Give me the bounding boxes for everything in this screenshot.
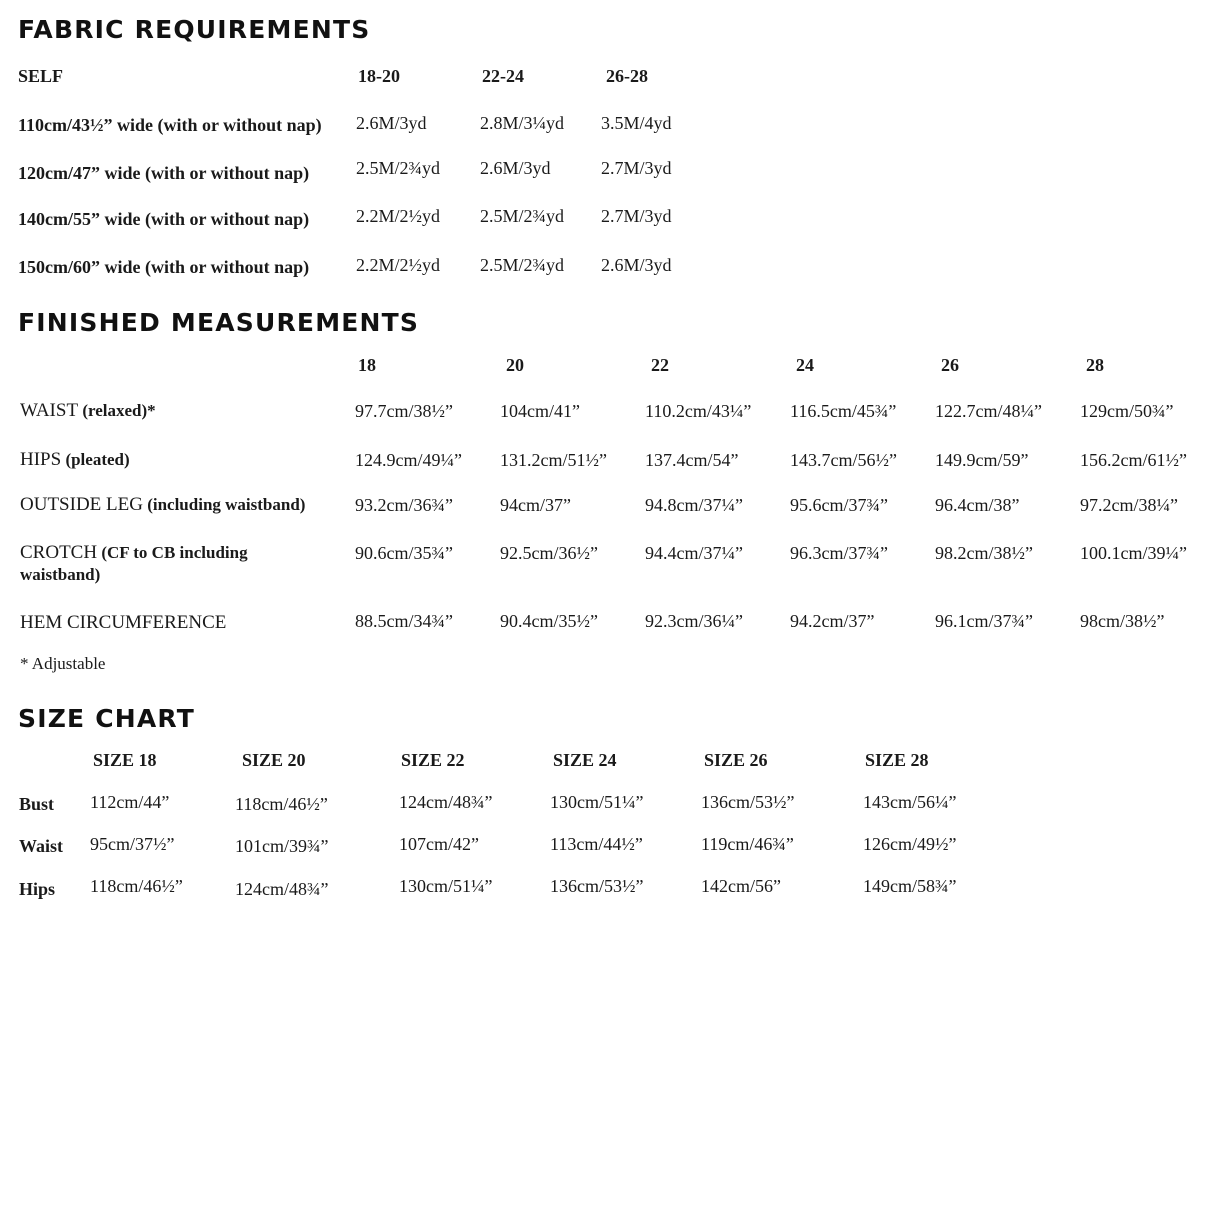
size-chart-header: SIZE 18	[93, 750, 157, 770]
fabric-yardage: 2.6M/3yd	[480, 158, 551, 178]
measurement-value: 90.4cm/35½”	[500, 611, 598, 631]
measurement-value: 93.2cm/36¾”	[355, 495, 453, 515]
fabric-yardage: 2.2M/2½yd	[356, 255, 441, 275]
body-measure-label: Waist	[19, 836, 64, 856]
measurement-label: HEM CIRCUMFERENCE	[20, 612, 227, 633]
measurement-value: 124.9cm/49¼”	[355, 450, 462, 470]
size-chart-header: SIZE 26	[704, 750, 768, 770]
size-chart-value: 149cm/58¾”	[863, 876, 957, 896]
fabric-yardage: 2.7M/3yd	[601, 206, 672, 226]
fabric-yardage: 2.2M/2½yd	[356, 206, 441, 226]
measurement-value: 96.1cm/37¾”	[935, 611, 1033, 631]
measurement-value: 92.5cm/36½”	[500, 543, 598, 563]
size-chart-value: 136cm/53½”	[550, 876, 644, 896]
fabric-size-header: 26-28	[606, 66, 648, 86]
finished-size-header: 28	[1086, 355, 1104, 375]
finished-size-header: 24	[796, 355, 814, 375]
measurement-label: WAIST (relaxed)*	[20, 400, 156, 421]
measurement-value: 94cm/37”	[500, 495, 571, 515]
measurement-value: 122.7cm/48¼”	[935, 401, 1042, 421]
fabric-size-header: 22-24	[482, 66, 524, 86]
measurement-label-continued: waistband)	[20, 565, 101, 584]
measurement-value: 94.4cm/37¼”	[645, 543, 743, 563]
size-chart-value: 143cm/56¼”	[863, 792, 957, 812]
fabric-yardage: 2.6M/3yd	[601, 255, 672, 275]
measurement-value: 110.2cm/43¼”	[645, 401, 752, 421]
measurement-value: 97.2cm/38¼”	[1080, 495, 1178, 515]
measurement-value: 149.9cm/59”	[935, 450, 1029, 470]
fabric-header-label: SELF	[18, 66, 64, 86]
measurement-value: 95.6cm/37¾”	[790, 495, 888, 515]
measurement-value: 98.2cm/38½”	[935, 543, 1033, 563]
fabric-width-label: 140cm/55” wide (with or without nap)	[18, 209, 310, 229]
fabric-yardage: 2.5M/2¾yd	[356, 158, 441, 178]
size-chart-heading: SIZE CHART	[18, 704, 196, 733]
size-chart-value: 142cm/56”	[701, 876, 781, 896]
measurement-value: 94.8cm/37¼”	[645, 495, 743, 515]
finished-measurements-heading: FINISHED MEASUREMENTS	[18, 308, 420, 337]
measurement-value: 116.5cm/45¾”	[790, 401, 897, 421]
size-chart-value: 130cm/51¼”	[399, 876, 493, 896]
measurement-value: 92.3cm/36¼”	[645, 611, 743, 631]
fabric-yardage: 2.5M/2¾yd	[480, 255, 565, 275]
finished-size-header: 18	[358, 355, 376, 375]
fabric-yardage: 2.6M/3yd	[356, 113, 427, 133]
measurement-value: 90.6cm/35¾”	[355, 543, 453, 563]
size-chart-value: 119cm/46¾”	[701, 834, 794, 854]
fabric-requirements-heading: FABRIC REQUIREMENTS	[18, 15, 371, 44]
size-chart-value: 107cm/42”	[399, 834, 479, 854]
size-chart-header: SIZE 24	[553, 750, 617, 770]
measurement-value: 129cm/50¾”	[1080, 401, 1174, 421]
measurement-value: 96.3cm/37¾”	[790, 543, 888, 563]
size-chart-value: 95cm/37½”	[90, 834, 175, 854]
fabric-yardage: 2.5M/2¾yd	[480, 206, 565, 226]
size-chart-value: 130cm/51¼”	[550, 792, 644, 812]
measurement-value: 96.4cm/38”	[935, 495, 1020, 515]
size-chart-header: SIZE 28	[865, 750, 929, 770]
measurement-value: 104cm/41”	[500, 401, 580, 421]
size-chart-value: 118cm/46½”	[90, 876, 183, 896]
measurement-label: HIPS (pleated)	[20, 449, 130, 470]
size-chart-value: 113cm/44½”	[550, 834, 643, 854]
measurement-value: 143.7cm/56½”	[790, 450, 897, 470]
fabric-yardage: 2.7M/3yd	[601, 158, 672, 178]
measurement-label: CROTCH (CF to CB including	[20, 542, 248, 563]
footnote: * Adjustable	[20, 654, 106, 673]
size-chart-value: 124cm/48¾”	[399, 792, 493, 812]
finished-size-header: 26	[941, 355, 959, 375]
fabric-width-label: 110cm/43½” wide (with or without nap)	[18, 115, 322, 135]
size-chart-header: SIZE 20	[242, 750, 306, 770]
measurement-value: 100.1cm/39¼”	[1080, 543, 1187, 563]
size-chart-value: 101cm/39¾”	[235, 836, 329, 856]
measurement-value: 88.5cm/34¾”	[355, 611, 453, 631]
measurement-value: 156.2cm/61½”	[1080, 450, 1187, 470]
body-measure-label: Bust	[19, 794, 55, 814]
fabric-size-header: 18-20	[358, 66, 400, 86]
measurement-value: 131.2cm/51½”	[500, 450, 607, 470]
fabric-yardage: 2.8M/3¼yd	[480, 113, 565, 133]
size-chart-value: 124cm/48¾”	[235, 879, 329, 899]
size-chart-value: 112cm/44”	[90, 792, 170, 812]
finished-size-header: 20	[506, 355, 524, 375]
body-measure-label: Hips	[19, 879, 56, 899]
size-chart-header: SIZE 22	[401, 750, 465, 770]
fabric-width-label: 150cm/60” wide (with or without nap)	[18, 257, 310, 277]
fabric-width-label: 120cm/47” wide (with or without nap)	[18, 163, 310, 183]
fabric-yardage: 3.5M/4yd	[601, 113, 672, 133]
size-chart-value: 118cm/46½”	[235, 794, 328, 814]
size-chart-value: 126cm/49½”	[863, 834, 957, 854]
measurement-value: 97.7cm/38½”	[355, 401, 453, 421]
measurement-value: 98cm/38½”	[1080, 611, 1165, 631]
finished-size-header: 22	[651, 355, 669, 375]
measurement-value: 137.4cm/54”	[645, 450, 739, 470]
size-chart-value: 136cm/53½”	[701, 792, 795, 812]
measurement-label: OUTSIDE LEG (including waistband)	[20, 494, 306, 515]
measurement-value: 94.2cm/37”	[790, 611, 875, 631]
